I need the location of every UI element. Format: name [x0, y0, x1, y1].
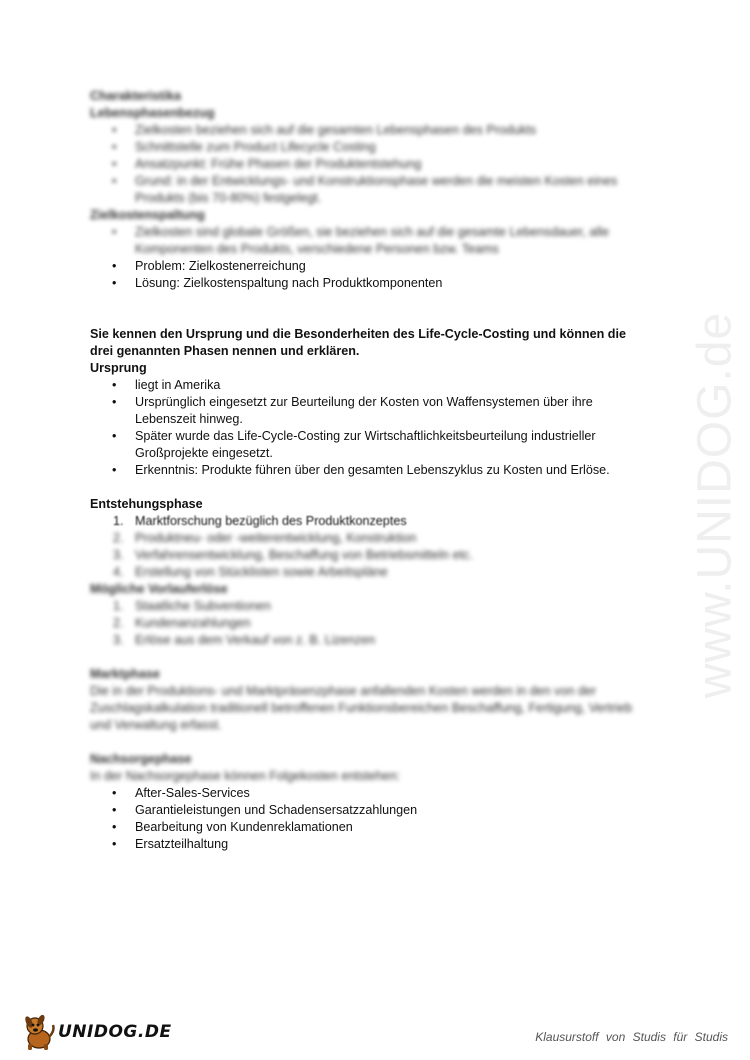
- subheading-marktphase: Marktphase: [90, 667, 160, 681]
- list-zielkostenspaltung: [90, 224, 650, 292]
- question-heading: Sie kennen den Ursprung und die Besonderheiten des Life-Cycle-Costing und können die drei genannten Phasen nennen und erklären.: [90, 327, 626, 358]
- list-item: • Ersatzteilhaltung: [90, 836, 650, 853]
- list-item: • Erkenntnis: Produkte führen über den gesamten Lebenszyklus zu Kosten und Erlöse.: [90, 462, 650, 479]
- unidog-logo: [22, 1012, 172, 1052]
- subheading-ursprung: Ursprung: [90, 361, 147, 375]
- list-item: • Problem: Zielkostenerreichung: [90, 258, 650, 275]
- list-item: • Später wurde das Life-Cycle-Costing zur Wirtschaftlichkeitsbeurteilung industrieller Großprojekte eingesetzt.: [90, 428, 650, 462]
- list-item: [90, 598, 650, 615]
- subheading-zielkostenspaltung: Zielkostenspaltung: [90, 208, 205, 222]
- list-item: [90, 530, 650, 547]
- subheading-lebensphasenbezug: Lebensphasenbezug: [90, 106, 215, 120]
- list-number: 4.: [113, 565, 124, 579]
- list-item: [90, 547, 650, 564]
- list-number: 3.: [113, 633, 124, 647]
- dog-icon: [22, 1013, 56, 1051]
- paragraph-nachsorgephase-intro: In der Nachsorgephase können Folgekosten entstehen:: [90, 769, 401, 783]
- list-number: 2.: [113, 531, 124, 545]
- list-lebensphasenbezug: [90, 122, 650, 207]
- subheading-vorlauferloese: Mögliche Vorlauferlöse: [90, 582, 228, 596]
- list-item: [90, 632, 650, 649]
- list-item: [90, 513, 650, 530]
- list-item: • Garantieleistungen und Schadensersatzzahlungen: [90, 802, 650, 819]
- list-entstehungsphase: [90, 513, 650, 581]
- section-title-charakteristika: Charakteristika: [90, 89, 182, 103]
- list-item-text: Verfahrensentwicklung, Beschaffung von Betriebsmitteln etc.: [135, 548, 473, 562]
- list-item: [90, 564, 650, 581]
- footer-tagline: Klausurstoff von Studis für Studis: [535, 1030, 728, 1044]
- list-number: 2.: [113, 616, 124, 630]
- list-item-text: Erlöse aus dem Verkauf von z. B. Lizenzen: [135, 633, 376, 647]
- subheading-nachsorgephase: Nachsorgephase: [90, 752, 192, 766]
- list-item-text: Kundenanzahlungen: [135, 616, 251, 630]
- list-item: • Lösung: Zielkostenspaltung nach Produktkomponenten: [90, 275, 650, 292]
- list-item: • Zielkosten beziehen sich auf die gesamten Lebensphasen des Produkts: [90, 122, 650, 139]
- list-item-text: Produktneu- oder -weiterentwicklung, Konstruktion: [135, 531, 417, 545]
- list-item: [90, 615, 650, 632]
- document-content: [90, 88, 650, 853]
- list-number: 1.: [113, 514, 124, 528]
- list-vorlauferloese: [90, 598, 650, 649]
- list-item: • After-Sales-Services: [90, 785, 650, 802]
- list-item: • Zielkosten sind globale Größen, sie beziehen sich auf die gesamte Lebensdauer, alle Komponenten des Produkts, verschiedene Personen bzw. Teams: [90, 224, 650, 258]
- list-item: • Bearbeitung von Kundenreklamationen: [90, 819, 650, 836]
- list-item: • Ursprünglich eingesetzt zur Beurteilung der Kosten von Waffensystemen über ihre Lebenszeit hinweg.: [90, 394, 650, 428]
- list-item: • Grund: in der Entwicklungs- und Konstruktionsphase werden die meisten Kosten eines Produkts (bis 70-80%) festgelegt.: [90, 173, 650, 207]
- list-item-text: Erstellung von Stücklisten sowie Arbeitspläne: [135, 565, 388, 579]
- list-item: • Ansatzpunkt: Frühe Phasen der Produktentstehung: [90, 156, 650, 173]
- list-nachsorgephase: [90, 785, 650, 853]
- list-item-text: Staatliche Subventionen: [135, 599, 271, 613]
- list-number: 1.: [113, 599, 124, 613]
- list-item: • Schnittstelle zum Product Lifecycle Costing: [90, 139, 650, 156]
- watermark: www.UNIDOG.de: [688, 311, 742, 699]
- subheading-entstehungsphase: Entstehungsphase: [90, 497, 203, 511]
- list-item: • liegt in Amerika: [90, 377, 650, 394]
- list-item-text: Marktforschung bezüglich des Produktkonzeptes: [135, 514, 407, 528]
- logo-text: UNIDOG.DE: [58, 1022, 172, 1042]
- list-ursprung: [90, 377, 650, 479]
- list-number: 3.: [113, 548, 124, 562]
- paragraph-marktphase: Die in der Produktions- und Marktpräsenzphase anfallenden Kosten werden in den von der Zuschlagskalkulation traditionell betroffenen Funktionsbereichen Beschaffung, Fertigung, Vertrieb und Verwaltung erfasst.: [90, 684, 633, 732]
